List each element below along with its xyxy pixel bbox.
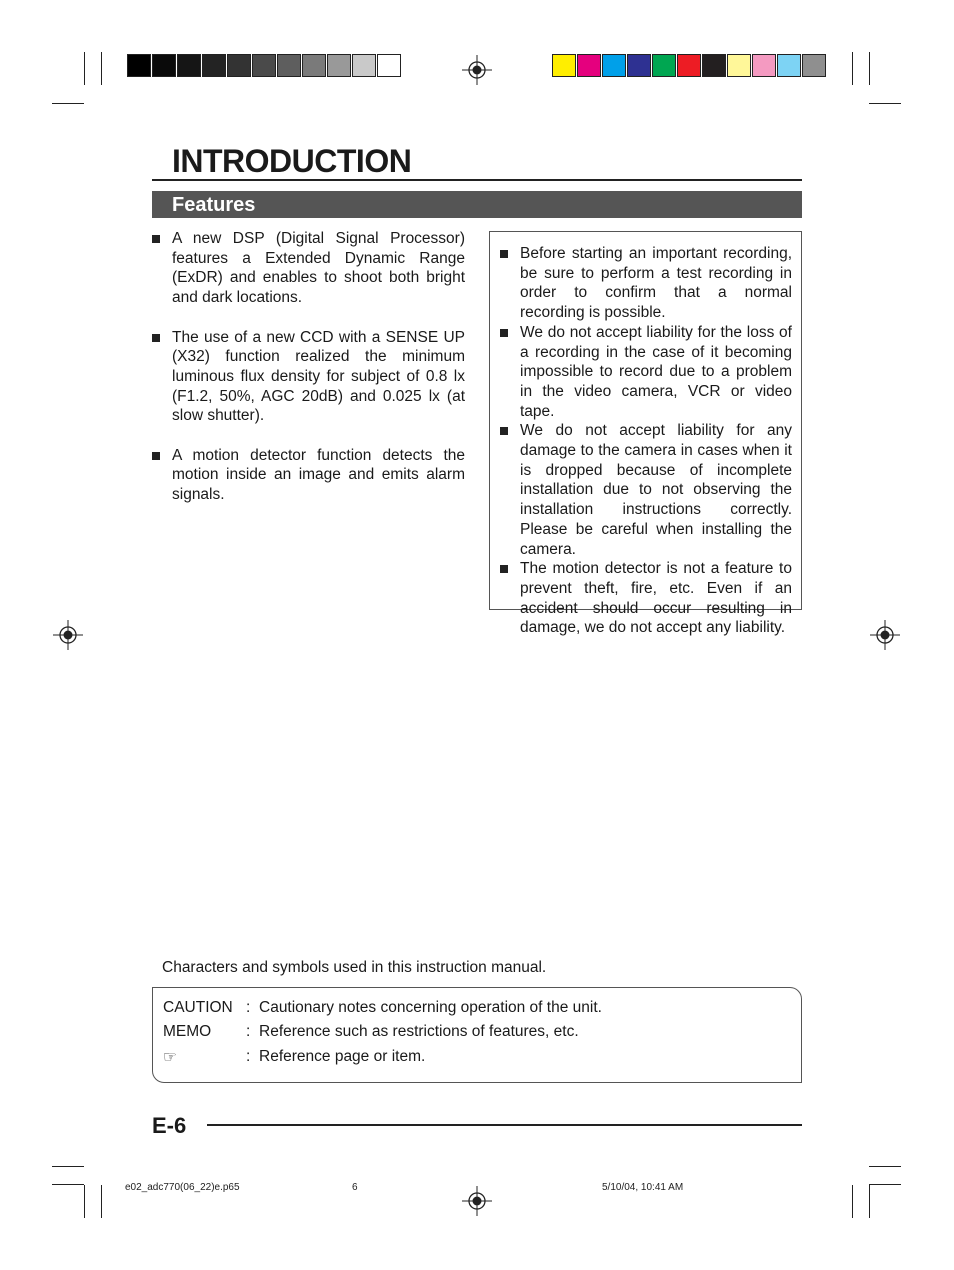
footer-filename: e02_adc770(06_22)e.p65 [125,1182,240,1193]
crop-mark [101,1185,102,1218]
crop-mark [101,52,102,85]
color-swatch [777,54,801,77]
square-bullet-icon [500,250,508,258]
grayscale-swatch-bar [127,54,402,77]
color-swatch [577,54,601,77]
crop-mark [84,1185,85,1218]
square-bullet-icon [152,452,160,460]
registration-target-icon [53,620,83,650]
color-swatch [327,54,351,77]
feature-item: A motion detector function detects the motion inside an image and emits alarm signals. [152,446,465,505]
note-item: We do not accept liability for the loss of a recording in the case of it becoming impossible to record due to a problem in the video camera, VCR or video tape. [500,323,792,422]
color-swatch [802,54,826,77]
crop-mark [869,1184,901,1185]
square-bullet-icon [152,334,160,342]
crop-mark [852,1185,853,1218]
symbols-legend-box [152,987,802,1083]
color-swatch [377,54,401,77]
footer-timestamp: 5/10/04, 10:41 AM [602,1182,684,1193]
features-list [152,229,465,525]
notes-box [489,231,802,637]
registration-target-icon [462,1186,492,1216]
registration-target-icon [870,620,900,650]
color-swatch [677,54,701,77]
crop-mark [869,103,901,104]
symbols-intro: Characters and symbols used in this instruction manual. [162,959,547,976]
crop-mark [869,52,870,85]
color-swatch [352,54,376,77]
crop-mark [84,52,85,85]
note-item: Before starting an important recording, be sure to perform a test recording in order to confirm that a normal recording is possible. [500,244,792,323]
color-swatch [202,54,226,77]
crop-mark [52,1184,84,1185]
title-underline [152,179,802,181]
color-swatch [302,54,326,77]
crop-mark [869,1185,870,1218]
crop-mark [852,52,853,85]
color-swatch [552,54,576,77]
pointing-hand-icon: ☞ [163,1049,177,1066]
legend-key: CAUTION [163,999,233,1016]
section-title: Features [172,194,256,216]
color-swatch [127,54,151,77]
color-swatch [702,54,726,77]
color-swatch [602,54,626,77]
legend-key: MEMO [163,1023,212,1040]
note-item: We do not accept liability for any damage to the camera in cases when it is dropped because of incomplete installation due to not observing the installation instructions correctly. Please be careful when installing the camera. [500,421,792,559]
color-swatch [277,54,301,77]
color-swatch [177,54,201,77]
crop-mark [52,1166,84,1167]
square-bullet-icon [500,565,508,573]
feature-item: The use of a new CCD with a SENSE UP (X32) function realized the minimum luminous flux density for subject of 0.8 lx (F1.2, 50%, AGC 20dB) and 0.025 lx (at slow shutter). [152,328,465,427]
legend-desc: Reference such as restrictions of features, etc. [259,1023,579,1040]
color-swatch [627,54,651,77]
color-swatch-bar [552,54,827,77]
section-header [152,191,802,218]
legend-separator: : [246,999,251,1016]
crop-mark [52,103,84,104]
legend-desc: Reference page or item. [259,1048,426,1065]
legend-desc: Cautionary notes concerning operation of the unit. [259,999,602,1016]
color-swatch [152,54,176,77]
feature-item: A new DSP (Digital Signal Processor) features a Extended Dynamic Range (ExDR) and enables to shoot both bright and dark locations. [152,229,465,308]
registration-target-icon [462,55,492,85]
legend-separator: : [246,1048,251,1065]
note-item: The motion detector is not a feature to prevent theft, fire, etc. Even if an accident should occur resulting in damage, we do not accept any liability. [500,559,792,638]
crop-mark [869,1166,901,1167]
square-bullet-icon [500,427,508,435]
page-number: E-6 [152,1113,187,1138]
legend-separator: : [246,1023,251,1040]
color-swatch [727,54,751,77]
square-bullet-icon [152,235,160,243]
color-swatch [652,54,676,77]
color-swatch [227,54,251,77]
square-bullet-icon [500,329,508,337]
footer-rule [207,1124,802,1126]
footer-page: 6 [352,1182,358,1193]
color-swatch [252,54,276,77]
color-swatch [752,54,776,77]
page-title: INTRODUCTION [172,143,412,179]
